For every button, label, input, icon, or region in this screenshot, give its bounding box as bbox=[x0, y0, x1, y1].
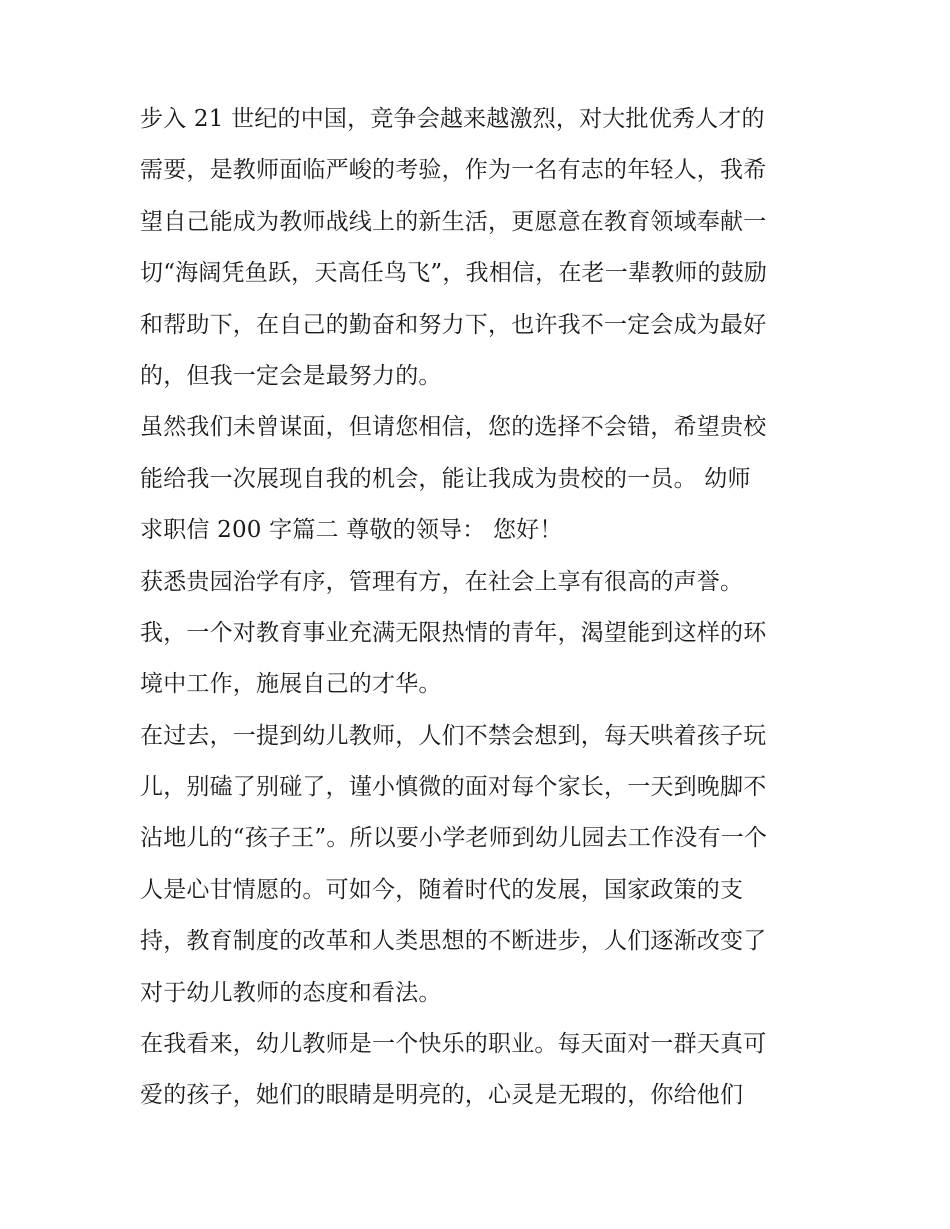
text-line: 和帮助下，在自己的勤奋和努力下，也许我不一定会成为最好 bbox=[140, 311, 767, 338]
text-line: 境中工作，施展自己的才华。 bbox=[140, 671, 442, 698]
text-line: 持，教育制度的改革和人类思想的不断进步，人们逐渐改变了 bbox=[140, 928, 767, 955]
text-line: 对于幼儿教师的态度和看法。 bbox=[140, 979, 442, 1006]
text-line: 需要，是教师面临严峻的考验，作为一名有志的年轻人，我希 bbox=[140, 157, 767, 184]
text-line: 能给我一次展现自我的机会，能让我成为贵校的一员。 幼师 bbox=[140, 465, 751, 492]
text-line: 在过去，一提到幼儿教师，人们不禁会想到，每天哄着孩子玩 bbox=[140, 722, 767, 749]
text-line: 我，一个对教育事业充满无限热情的青年，渴望能到这样的环 bbox=[140, 619, 767, 646]
text-line: 沾地儿的“孩子王”。所以要小学老师到幼儿园去工作没有一个 bbox=[140, 825, 768, 852]
text-line: 求职信 200 字篇二 尊敬的领导： 您好！ bbox=[140, 517, 563, 544]
text-line: 人是心甘情愿的。可如今，随着时代的发展，国家政策的支 bbox=[140, 876, 744, 903]
text-line: 获悉贵园治学有序，管理有方，在社会上享有很高的声誉。 bbox=[140, 568, 744, 595]
text-line: 爱的孩子，她们的眼睛是明亮的，心灵是无瑕的，你给他们 bbox=[140, 1082, 744, 1109]
text-line: 儿，别磕了别碰了，谨小慎微的面对每个家长，一天到晚脚不 bbox=[140, 774, 767, 801]
text-line: 虽然我们未曾谋面，但请您相信，您的选择不会错，希望贵校 bbox=[140, 414, 767, 441]
text-line: 切“海阔凭鱼跃，天高任鸟飞”，我相信，在老一辈教师的鼓励 bbox=[140, 260, 768, 287]
text-line: 在我看来，幼儿教师是一个快乐的职业。每天面对一群天真可 bbox=[140, 1031, 767, 1058]
text-line: 的，但我一定会是最努力的。 bbox=[140, 362, 442, 389]
document-body bbox=[140, 104, 830, 1132]
text-line: 步入 21 世纪的中国，竞争会越来越激烈，对大批优秀人才的 bbox=[140, 106, 765, 132]
text-line: 望自己能成为教师战线上的新生活，更愿意在教育领域奉献一 bbox=[140, 208, 767, 235]
